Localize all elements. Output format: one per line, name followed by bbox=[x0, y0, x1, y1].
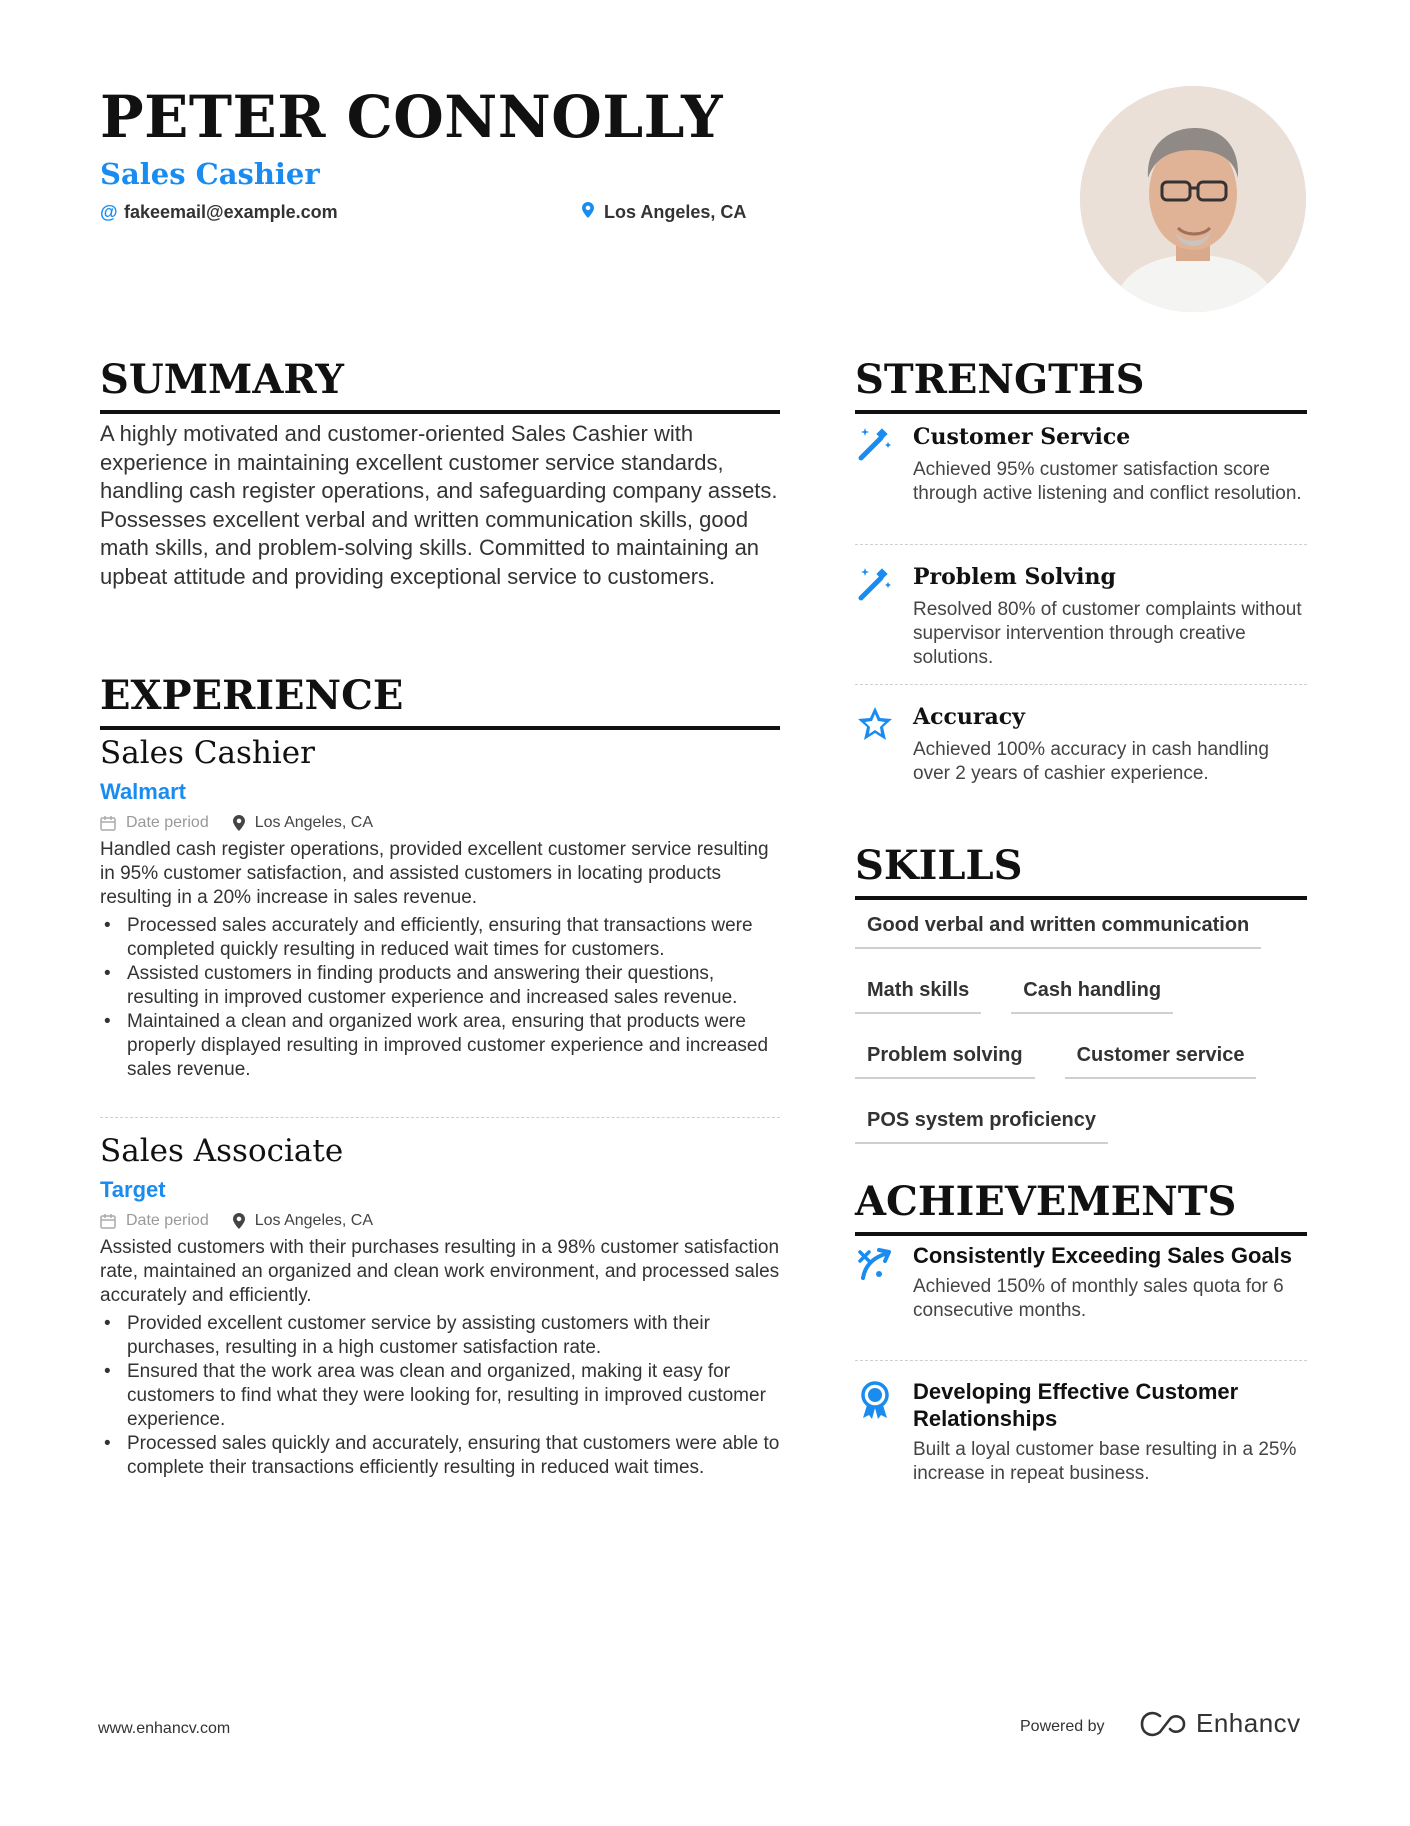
skill-tag: Cash handling bbox=[1011, 973, 1173, 1014]
strength-title: Customer Service bbox=[913, 424, 1131, 450]
skill-row bbox=[855, 1038, 1307, 1079]
strengths-heading: STRENGTHS bbox=[855, 360, 1307, 414]
achievement-item bbox=[855, 1242, 1307, 1323]
job-date: Date period bbox=[126, 814, 209, 832]
strength-title: Problem Solving bbox=[913, 564, 1116, 590]
achievement-title: Consistently Exceeding Sales Goals bbox=[913, 1243, 1293, 1268]
strength-item bbox=[855, 564, 1307, 670]
footer-powered-by: Powered by bbox=[1020, 1718, 1105, 1735]
profile-photo bbox=[1080, 86, 1306, 312]
job-divider bbox=[100, 1117, 780, 1118]
footer-brand[interactable] bbox=[1140, 1708, 1301, 1739]
job-bullet: • Processed sales accurately and efficiently, ensuring that transactions were completed quickly resulting in reduced wait times for customers. bbox=[100, 914, 780, 962]
skill-tag: POS system proficiency bbox=[855, 1103, 1108, 1144]
job-description: Assisted customers with their purchases resulting in a 98% customer satisfaction rate, maintained an organized and clean work environment, and processed sales accurately and efficiently. bbox=[100, 1237, 780, 1307]
achievement-description: Achieved 150% of monthly sales quota for 6 consecutive months. bbox=[913, 1276, 1284, 1321]
skill-tag: Customer service bbox=[1065, 1038, 1257, 1079]
job-meta bbox=[100, 1212, 780, 1230]
location-pin-icon bbox=[233, 815, 245, 831]
at-icon: @ bbox=[100, 202, 118, 222]
job-bullet: • Processed sales quickly and accurately, ensuring that customers were able to complete their transactions efficiently resulting in reduced wait times. bbox=[100, 1432, 780, 1480]
job-bullet: • Provided excellent customer service by assisting customers with their purchases, resulting in a high customer satisfaction rate. bbox=[100, 1312, 780, 1360]
strength-item bbox=[855, 704, 1307, 786]
achievement-description: Built a loyal customer base resulting in a 25% increase in repeat business. bbox=[913, 1439, 1297, 1484]
skill-tag: Problem solving bbox=[855, 1038, 1035, 1079]
job-date: Date period bbox=[126, 1212, 209, 1230]
summary-text: A highly motivated and customer-oriented Sales Cashier with experience in maintaining excellent customer service standards, handling cash register operations, and safeguarding company assets. Possesses excellent verbal and written communication skills, good math skills, and problem-solving skills. Committed to maintaining an upbeat attitude and providing exceptional service to customers. bbox=[100, 421, 778, 589]
skill-row bbox=[855, 973, 1307, 1014]
job-company: Target bbox=[100, 1177, 166, 1203]
contact-email bbox=[100, 202, 338, 223]
skill-tag: Good verbal and written communication bbox=[855, 908, 1261, 949]
job-entry bbox=[100, 1134, 780, 1480]
strength-description: Resolved 80% of customer complaints without supervisor intervention through creative solutions. bbox=[913, 599, 1302, 669]
job-meta bbox=[100, 814, 780, 832]
achievement-item bbox=[855, 1378, 1307, 1486]
job-title: Sales Associate bbox=[100, 1133, 344, 1169]
achievement-divider bbox=[855, 1360, 1307, 1361]
achievements-heading: ACHIEVEMENTS bbox=[855, 1182, 1307, 1236]
job-location: Los Angeles, CA bbox=[254, 814, 374, 832]
job-location: Los Angeles, CA bbox=[254, 1212, 374, 1230]
job-entry bbox=[100, 736, 780, 1082]
magic-wand-icon bbox=[855, 424, 895, 464]
location-text: Los Angeles, CA bbox=[604, 202, 747, 222]
footer-website-link[interactable]: www.enhancv.com bbox=[98, 1720, 231, 1737]
skill-tag: Math skills bbox=[855, 973, 981, 1014]
achievement-title: Developing Effective Customer Relationships bbox=[913, 1379, 1239, 1431]
target-arrow-icon bbox=[855, 1244, 895, 1284]
email-text: fakeemail@example.com bbox=[124, 202, 338, 222]
location-pin-icon bbox=[580, 202, 596, 223]
strength-description: Achieved 95% customer satisfaction score through active listening and conflict resolution. bbox=[913, 459, 1302, 505]
job-company: Walmart bbox=[100, 779, 186, 805]
job-bullets bbox=[100, 914, 780, 1082]
job-bullet: • Maintained a clean and organized work area, ensuring that products were properly displayed resulting in improved customer experience and increased sales revenue. bbox=[100, 1010, 780, 1082]
skill-row bbox=[855, 1103, 1307, 1144]
job-description: Handled cash register operations, provided excellent customer service resulting in 95% customer satisfaction, and assisted customers in locating products resulting in a 20% increase in sales revenue. bbox=[100, 839, 769, 909]
enhancv-logo-icon bbox=[1140, 1711, 1186, 1737]
summary-heading: SUMMARY bbox=[100, 360, 780, 414]
experience-heading: EXPERIENCE bbox=[100, 676, 780, 730]
skills-heading: SKILLS bbox=[855, 846, 1307, 900]
job-bullet: • Assisted customers in finding products and answering their questions, resulting in improved customer experience and increased sales revenue. bbox=[100, 962, 780, 1010]
strength-divider bbox=[855, 544, 1307, 545]
strength-description: Achieved 100% accuracy in cash handling over 2 years of cashier experience. bbox=[913, 739, 1269, 785]
strength-divider bbox=[855, 684, 1307, 685]
contact-location bbox=[580, 202, 746, 223]
strength-title: Accuracy bbox=[913, 704, 1025, 730]
job-title: Sales Cashier bbox=[100, 735, 315, 771]
star-icon bbox=[855, 704, 895, 744]
candidate-title: Sales Cashier bbox=[100, 157, 320, 191]
footer-brand-name: Enhancv bbox=[1196, 1708, 1301, 1738]
calendar-icon bbox=[100, 815, 116, 831]
skills-list bbox=[855, 908, 1307, 1168]
medal-icon bbox=[855, 1380, 895, 1420]
job-bullet: • Ensured that the work area was clean and organized, making it easy for customers to find what they were looking for, resulting in improved customer experience. bbox=[100, 1360, 780, 1432]
location-pin-icon bbox=[233, 1213, 245, 1229]
skill-row bbox=[855, 908, 1307, 949]
candidate-name: PETER CONNOLLY bbox=[100, 83, 724, 151]
calendar-icon bbox=[100, 1213, 116, 1229]
strength-item bbox=[855, 424, 1307, 506]
job-bullets bbox=[100, 1312, 780, 1480]
magic-wand-icon bbox=[855, 564, 895, 604]
